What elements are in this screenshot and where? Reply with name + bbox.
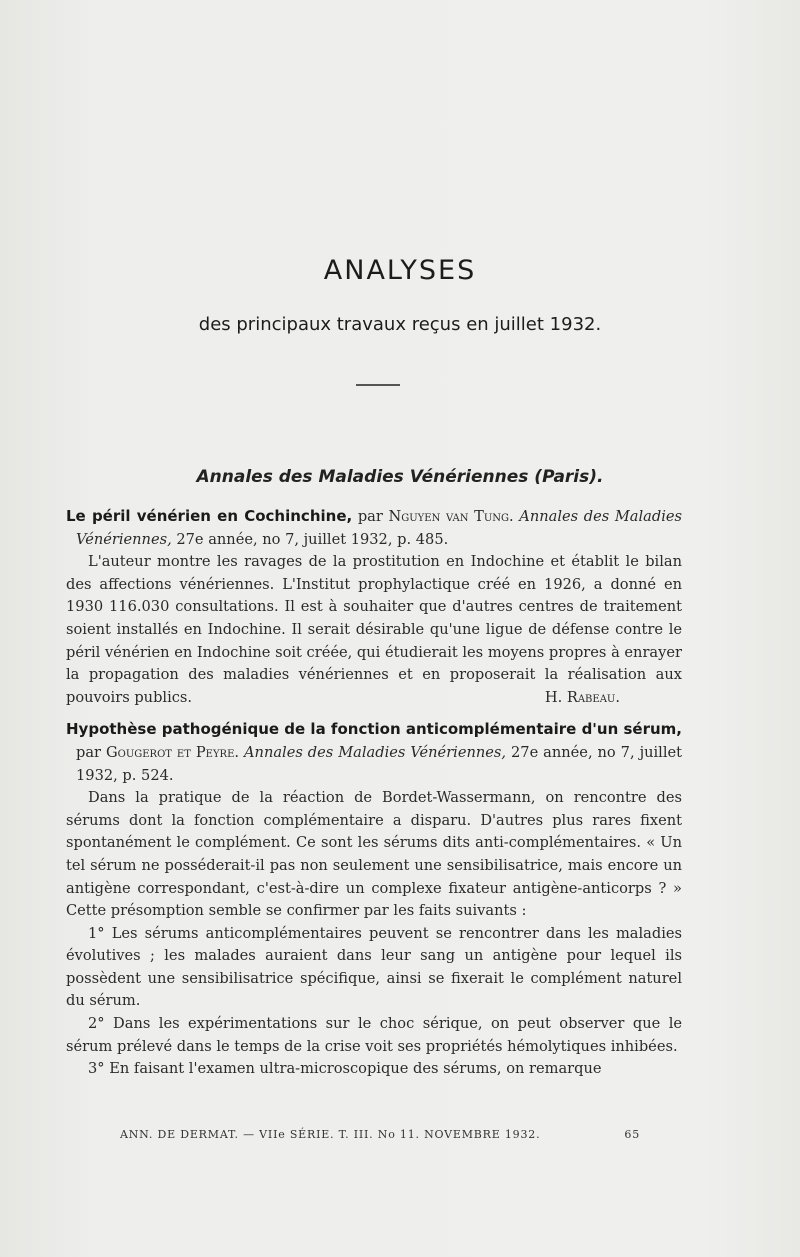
- article2-point-3: 3° En faisant l'examen ultra-microscopique des sérums, on remarque: [88, 1060, 602, 1078]
- article2-journal: Annales des Maladies Vénériennes,: [244, 743, 507, 761]
- article2-point-1: 1° Les sérums anticomplémentaires peuvent se rencontrer dans les maladies évolutives ; les malades auraient dans leur sang un antigène pour lequel ils possèdent une sensibilisatrice spécifique, ainsi se fixerait le complément naturel du sérum.: [66, 924, 682, 1010]
- article2-point-2: 2° Dans les expérimentations sur le choc sérique, on peut observer que le sérum prélevé dans le temps de la crise voit ses propriétés hémolytiques inhibées.: [66, 1015, 682, 1055]
- article1-details: 27e année, no 7, juillet 1932, p. 485.: [171, 530, 449, 548]
- section-divider: [356, 384, 400, 386]
- article-body: [66, 505, 682, 1081]
- footer-journal-info: ANN. DE DERMAT. — VIIe SÉRIE. T. III. No 11. NOVEMBRE 1932.: [120, 1128, 541, 1141]
- journal-heading: Annales des Maladies Vénériennes (Paris).: [196, 467, 604, 487]
- article1-text: L'auteur montre les ravages de la prostitution en Indochine et établit le bilan des affections vénériennes. L'Institut prophylactique créé en 1926, a donné en 1930 116.030 consultations. Il est à souhaiter que d'autres centres de traitement soient installés en Indochine. Il serait désirable qu'une ligue de défense contre le péril vénérien en Indochine soit créée, qui étudierait les moyens propres à enrayer la propagation des maladies vénériennes et en proposerait la réalisation aux pouvoirs publics.: [66, 553, 682, 706]
- page-footer: [120, 1128, 640, 1141]
- article1-author: Nguyen van Tung: [388, 508, 510, 525]
- article1-heading: Le péril vénérien en Cochinchine,: [66, 507, 353, 525]
- article2-citation: Hypothèse pathogénique de la fonction anticomplémentaire d'un sérum, par Gougerot et Peyre. Annales des Maladies Vénériennes, 27e année, no 7, juillet 1932, p. 524.: [66, 720, 682, 784]
- article1-journal: Annales des Maladies Vénériennes,: [76, 508, 683, 548]
- article2-details: 27e année, no 7, juillet 1932, p. 524.: [76, 743, 682, 784]
- article1-signature: H. Rabeau.: [544, 688, 620, 706]
- article2-authors: Gougerot et Peyre: [105, 743, 235, 761]
- article2-heading: Hypothèse pathogénique de la fonction anticomplémentaire d'un sérum,: [66, 720, 682, 739]
- article1-citation: Le péril vénérien en Cochinchine, par Nguyen van Tung. Annales des Maladies Vénériennes, 27e année, no 7, juillet 1932, p. 485.: [66, 507, 683, 548]
- page-number: 65: [624, 1128, 640, 1141]
- page-subtitle: des principaux travaux reçus en juillet 1932.: [198, 314, 602, 335]
- page-title: ANALYSES: [323, 255, 477, 286]
- article2-paragraph-1: Dans la pratique de la réaction de Bordet-Wassermann, on rencontre des sérums dont la fonction complémentaire a disparu. D'autres plus rares fixent spontanément le complément. Ce sont les sérums dits anti-complémentaires. « Un tel sérum ne posséderait-il pas non seulement une sensibilisatrice, mais encore un antigène correspondant, c'est-à-dire un complexe fixateur antigène-anticorps ? » Cette présomption semble se confirmer par les faits suivants :: [66, 789, 682, 920]
